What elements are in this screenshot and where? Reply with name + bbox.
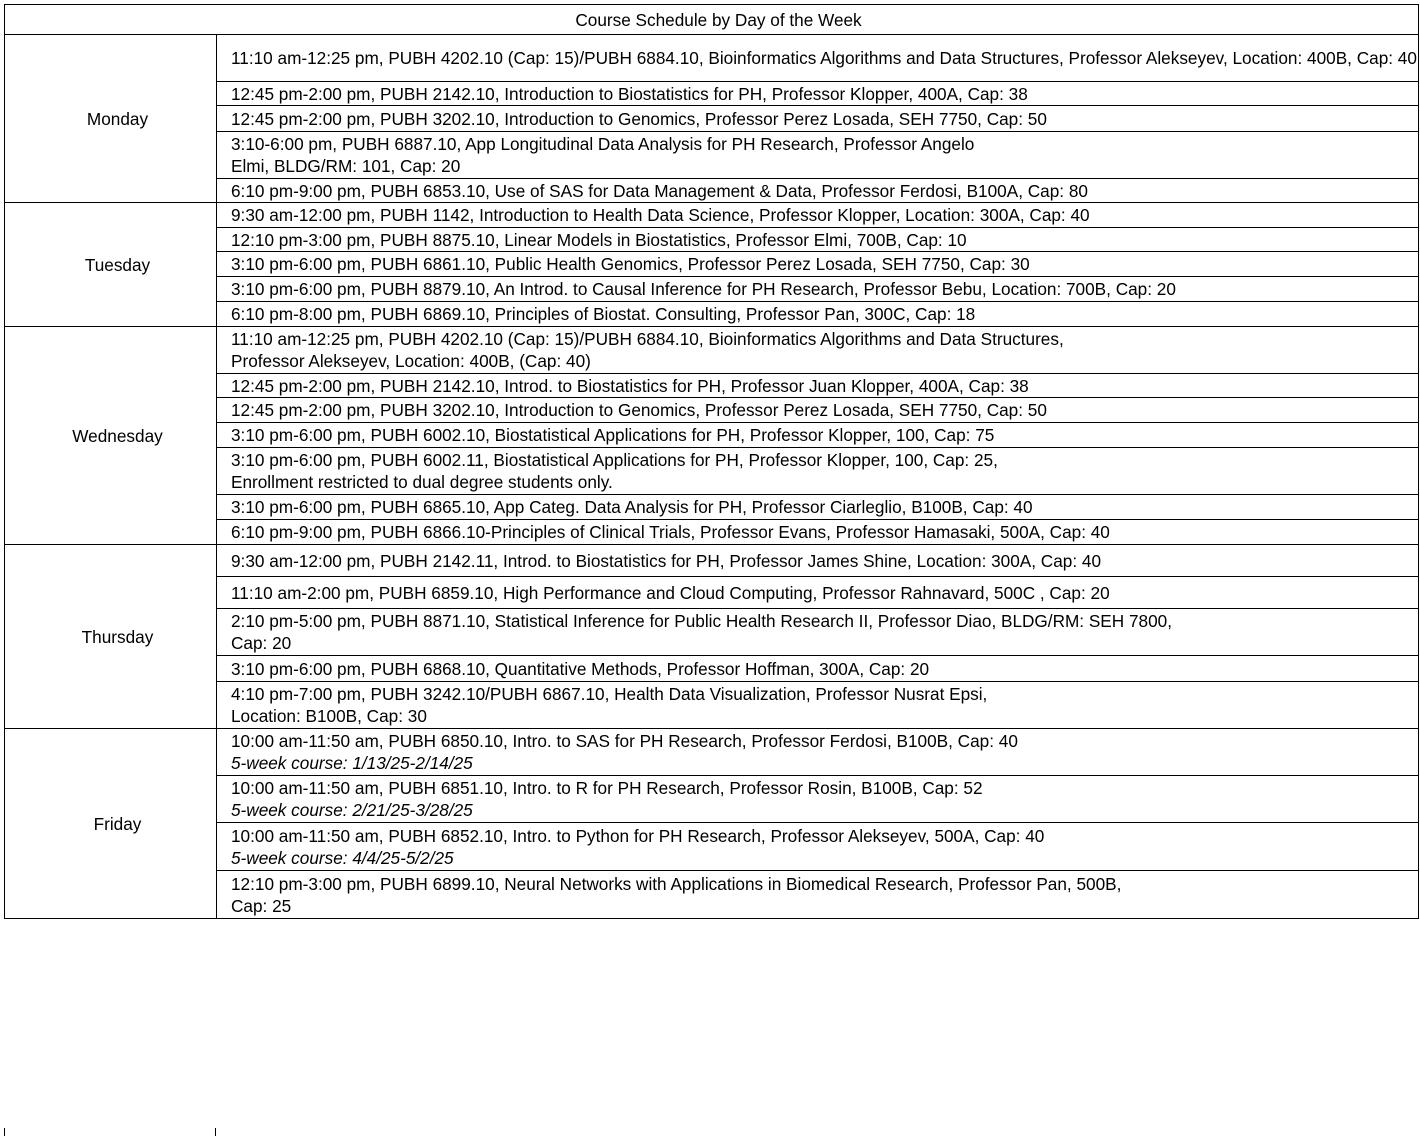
course-cell <box>217 448 1419 495</box>
day-label-monday: Monday <box>5 35 217 203</box>
table-row <box>5 327 1419 374</box>
table-row <box>5 448 1419 495</box>
course-cell <box>217 106 1419 132</box>
course-text: 6:10 pm-9:00 pm, PUBH 6866.10-Principles of Clinical Trials, Professor Evans, Professor Hamasaki, 500A, Cap: 40 <box>231 522 1110 542</box>
course-text: 11:10 am-12:25 pm, PUBH 4202.10 (Cap: 15)/PUBH 6884.10, Bioinformatics Algorithms and Data Structures, <box>231 329 1064 349</box>
table-row <box>5 302 1419 327</box>
course-cell <box>217 423 1419 448</box>
course-cell <box>217 302 1419 327</box>
course-text: 12:45 pm-2:00 pm, PUBH 2142.10, Introd. to Biostatistics for PH, Professor Juan Klopper, 400A, Cap: 38 <box>231 375 1029 396</box>
course-text: 12:45 pm-2:00 pm, PUBH 3202.10, Introduction to Genomics, Professor Perez Losada, SEH 7750, Cap: 50 <box>231 400 1047 420</box>
table-row <box>5 132 1419 179</box>
course-text: 12:10 pm-3:00 pm, PUBH 6899.10, Neural Networks with Applications in Biomedical Research, Professor Pan, 500B, <box>231 873 1122 894</box>
schedule-table <box>4 4 1419 919</box>
course-text-continued: Cap: 20 <box>231 633 292 653</box>
table-row <box>5 179 1419 203</box>
table-row <box>5 656 1419 682</box>
day-label-wednesday: Wednesday <box>5 327 217 545</box>
table-row <box>5 609 1419 656</box>
table-row <box>5 82 1419 106</box>
course-cell <box>217 823 1419 871</box>
course-cell <box>217 252 1419 277</box>
course-cell <box>217 776 1419 823</box>
course-text-continued: Professor Alekseyev, Location: 400B, (Cap: 40) <box>231 351 591 371</box>
table-row <box>5 423 1419 448</box>
course-cell <box>217 729 1419 776</box>
course-cell <box>217 277 1419 302</box>
course-cell <box>217 398 1419 423</box>
course-cell <box>217 228 1419 252</box>
course-cell <box>217 871 1419 919</box>
course-text-continued: Location: B100B, Cap: 30 <box>231 706 427 726</box>
day-label-tuesday: Tuesday <box>5 203 217 327</box>
course-cell <box>217 82 1419 106</box>
course-text: 3:10 pm-6:00 pm, PUBH 6868.10, Quantitative Methods, Professor Hoffman, 300A, Cap: 20 <box>231 658 930 679</box>
schedule-container <box>4 4 1418 919</box>
course-duration-note: 5-week course: 2/21/25-3/28/25 <box>231 800 473 820</box>
course-cell <box>217 682 1419 729</box>
table-row <box>5 228 1419 252</box>
table-row <box>5 35 1419 82</box>
course-cell <box>217 656 1419 682</box>
title-row <box>5 5 1419 35</box>
course-text: 3:10-6:00 pm, PUBH 6887.10, App Longitudinal Data Analysis for PH Research, Professor Angelo <box>231 134 975 154</box>
course-text: 3:10 pm-6:00 pm, PUBH 6002.10, Biostatistical Applications for PH, Professor Klopper, 100, Cap: 75 <box>231 425 995 445</box>
table-row <box>5 520 1419 545</box>
course-cell <box>217 577 1419 609</box>
course-cell <box>217 520 1419 545</box>
table-row <box>5 252 1419 277</box>
course-text: 3:10 pm-6:00 pm, PUBH 6865.10, App Categ. Data Analysis for PH, Professor Ciarleglio, B100B, Cap: 40 <box>231 497 1033 517</box>
course-cell <box>217 374 1419 398</box>
course-text: 6:10 pm-9:00 pm, PUBH 6853.10, Use of SAS for Data Management & Data, Professor Ferdosi, B100A, Cap: 80 <box>231 180 1088 201</box>
course-text-continued: Enrollment restricted to dual degree students only. <box>231 472 613 492</box>
course-text: 12:45 pm-2:00 pm, PUBH 3202.10, Introduction to Genomics, Professor Perez Losada, SEH 7750, Cap: 50 <box>231 108 1047 129</box>
course-text: 10:00 am-11:50 am, PUBH 6850.10, Intro. to SAS for PH Research, Professor Ferdosi, B100B, Cap: 40 <box>231 731 1018 751</box>
table-row <box>5 823 1419 871</box>
table-row <box>5 106 1419 132</box>
table-row <box>5 729 1419 776</box>
table-row <box>5 776 1419 823</box>
table-row <box>5 545 1419 577</box>
course-text: 10:00 am-11:50 am, PUBH 6852.10, Intro. to Python for PH Research, Professor Alekseyev, 500A, Cap: 40 <box>231 825 1045 846</box>
day-label-thursday: Thursday <box>5 545 217 729</box>
course-text-continued: Elmi, BLDG/RM: 101, Cap: 20 <box>231 156 461 176</box>
course-text: 12:10 pm-3:00 pm, PUBH 8875.10, Linear Models in Biostatistics, Professor Elmi, 700B, Cap: 10 <box>231 229 967 250</box>
table-row <box>5 277 1419 302</box>
table-continuation <box>4 1128 216 1136</box>
course-text: 3:10 pm-6:00 pm, PUBH 8879.10, An Introd. to Causal Inference for PH Research, Professor Bebu, Location: 700B, Cap: 20 <box>231 279 1176 299</box>
course-cell <box>217 495 1419 520</box>
course-text: 11:10 am-12:25 pm, PUBH 4202.10 (Cap: 15)/PUBH 6884.10, Bioinformatics Algorithms and Data Structures, Professor Alekseyev, Location: 400B, Cap: 40 <box>231 48 1417 68</box>
course-duration-note: 5-week course: 1/13/25-2/14/25 <box>231 753 473 773</box>
course-cell <box>217 179 1419 203</box>
table-row <box>5 203 1419 228</box>
day-label-friday: Friday <box>5 729 217 919</box>
table-row <box>5 374 1419 398</box>
course-cell <box>217 545 1419 577</box>
course-cell <box>217 327 1419 374</box>
course-text: 6:10 pm-8:00 pm, PUBH 6869.10, Principles of Biostat. Consulting, Professor Pan, 300C, Cap: 18 <box>231 304 976 324</box>
course-text: 12:45 pm-2:00 pm, PUBH 2142.10, Introduction to Biostatistics for PH, Professor Klopper, 400A, Cap: 38 <box>231 83 1028 104</box>
course-cell <box>217 203 1419 228</box>
course-text: 2:10 pm-5:00 pm, PUBH 8871.10, Statistical Inference for Public Health Research II, Professor Diao, BLDG/RM: SEH 7800, <box>231 611 1172 631</box>
course-text: 10:00 am-11:50 am, PUBH 6851.10, Intro. to R for PH Research, Professor Rosin, B100B, Cap: 52 <box>231 778 983 798</box>
table-row <box>5 495 1419 520</box>
table-row <box>5 682 1419 729</box>
course-cell <box>217 132 1419 179</box>
course-text: 9:30 am-12:00 pm, PUBH 2142.11, Introd. to Biostatistics for PH, Professor James Shine, Location: 300A, Cap: 40 <box>231 550 1102 571</box>
table-row <box>5 577 1419 609</box>
course-text: 9:30 am-12:00 pm, PUBH 1142, Introduction to Health Data Science, Professor Klopper, Location: 300A, Cap: 40 <box>231 205 1090 225</box>
course-text: 4:10 pm-7:00 pm, PUBH 3242.10/PUBH 6867.10, Health Data Visualization, Professor Nusrat Epsi, <box>231 684 988 704</box>
course-text: 11:10 am-2:00 pm, PUBH 6859.10, High Performance and Cloud Computing, Professor Rahnavard, 500C , Cap: 20 <box>231 582 1110 603</box>
course-text: 3:10 pm-6:00 pm, PUBH 6861.10, Public Health Genomics, Professor Perez Losada, SEH 7750, Cap: 30 <box>231 254 1030 274</box>
course-text: 3:10 pm-6:00 pm, PUBH 6002.11, Biostatistical Applications for PH, Professor Klopper, 100, Cap: 25, <box>231 450 998 470</box>
table-row <box>5 871 1419 919</box>
course-duration-note: 5-week course: 4/4/25-5/2/25 <box>231 847 454 868</box>
table-title: Course Schedule by Day of the Week <box>5 5 1419 35</box>
course-cell <box>217 609 1419 656</box>
course-text-continued: Cap: 25 <box>231 895 292 916</box>
table-row <box>5 398 1419 423</box>
course-cell <box>217 35 1419 82</box>
